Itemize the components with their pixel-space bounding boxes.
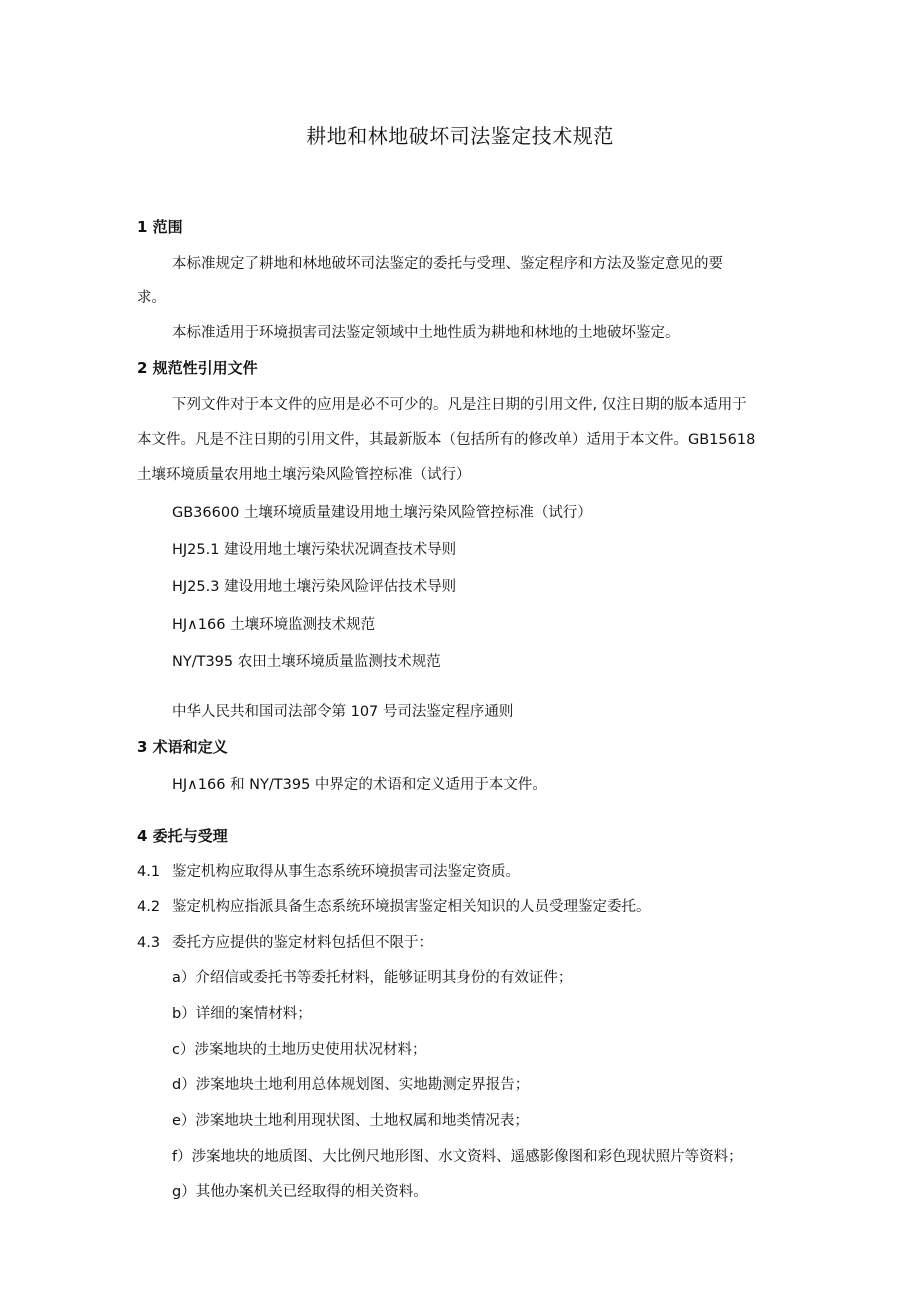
section-2-paragraph-line-2: 本文件。凡是不注日期的引用文件，其最新版本（包括所有的修改单）适用于本文件。GB15618: [137, 432, 756, 448]
section-1-heading: 1 范围: [137, 218, 183, 236]
section-3-paragraph: HJ∧166 和 NY/T395 中界定的术语和定义适用于本文件。: [172, 777, 547, 793]
clause-4-1: [137, 862, 520, 882]
clause-text: 委托方应提供的鉴定材料包括但不限于：: [172, 935, 433, 951]
reference-ny-t395: NY/T395 农田土壤环境质量监测技术规范: [172, 654, 441, 670]
reference-hj166: HJ∧166 土壤环境监测技术规范: [172, 617, 376, 633]
clause-4-2: [137, 897, 651, 917]
clause-text: 鉴定机构应取得从事生态系统环境损害司法鉴定资质。: [172, 864, 520, 880]
list-item-d: d）涉案地块土地利用总体规划图、实地勘测定界报告；: [172, 1077, 530, 1093]
document-title: 耕地和林地破坏司法鉴定技术规范: [306, 124, 614, 148]
clause-4-3: [137, 933, 433, 953]
reference-hj25-1: HJ25.1 建设用地土壤污染状况调查技术导则: [172, 542, 457, 558]
list-item-g: g）其他办案机关已经取得的相关资料。: [172, 1184, 428, 1200]
reference-hj25-3: HJ25.3 建设用地土壤污染风险评估技术导则: [172, 579, 457, 595]
list-item-a: a）介绍信或委托书等委托材料，能够证明其身份的有效证件；: [172, 970, 573, 986]
clause-number: 4.3: [137, 935, 161, 951]
list-item-b: b）详细的案情材料；: [172, 1006, 312, 1022]
section-1-paragraph-1-line-1: 本标准规定了耕地和林地破坏司法鉴定的委托与受理、鉴定程序和方法及鉴定意见的要: [172, 256, 723, 272]
section-2-heading: 2 规范性引用文件: [137, 359, 258, 377]
clause-number: 4.2: [137, 899, 161, 915]
section-1-paragraph-2: 本标准适用于环境损害司法鉴定领域中土地性质为耕地和林地的土地破坏鉴定。: [172, 325, 680, 341]
list-item-c: c）涉案地块的土地历史使用状况材料；: [172, 1042, 427, 1058]
reference-gb36600: GB36600 土壤环境质量建设用地土壤污染风险管控标准（试行）: [172, 505, 592, 521]
clause-number: 4.1: [137, 864, 161, 880]
list-item-e: e）涉案地块土地利用现状图、土地权属和地类情况表；: [172, 1113, 529, 1129]
reference-decree-107: 中华人民共和国司法部令第 107 号司法鉴定程序通则: [172, 704, 514, 720]
list-item-f: f）涉案地块的地质图、大比例尺地形图、水文资料、遥感影像图和彩色现状照片等资料；: [172, 1149, 743, 1165]
section-3-heading: 3 术语和定义: [137, 738, 228, 756]
clause-text: 鉴定机构应指派具备生态系统环境损害鉴定相关知识的人员受理鉴定委托。: [172, 899, 651, 915]
section-1-paragraph-1-line-2: 求。: [137, 290, 166, 306]
section-2-paragraph-line-1: 下列文件对于本文件的应用是必不可少的。凡是注日期的引用文件, 仅注日期的版本适用于: [172, 397, 747, 413]
section-2-paragraph-line-3: 土壤环境质量农用地土壤污染风险管控标准（试行）: [137, 467, 471, 483]
section-4-heading: 4 委托与受理: [137, 827, 228, 845]
